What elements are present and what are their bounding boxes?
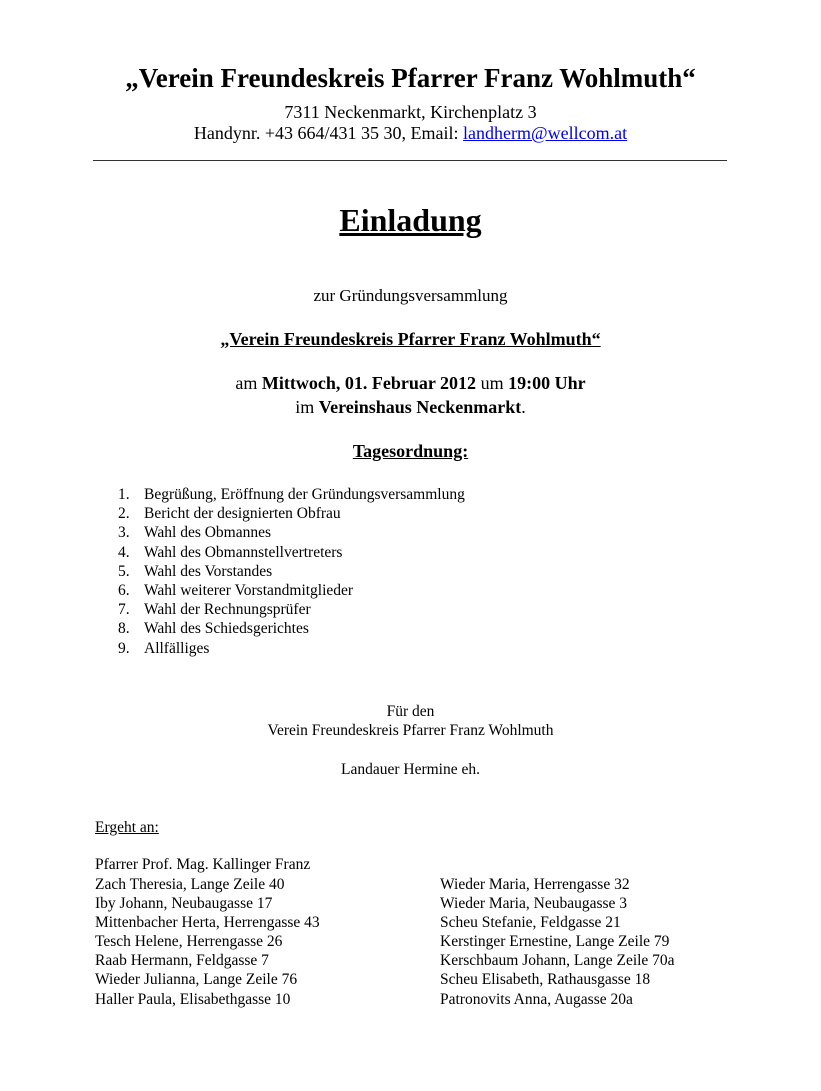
recipient: Kerschbaum Johann, Lange Zeile 70a <box>440 952 675 970</box>
recipient: Haller Paula, Elisabethgasse 10 <box>95 990 291 1008</box>
recipient: Wieder Maria, Herrengasse 32 <box>440 876 630 893</box>
organization-contact <box>0 123 821 144</box>
invitation-subtitle: zur Gründungsversammlung <box>313 286 508 305</box>
time-prefix: um <box>476 373 509 393</box>
recipient: Tesch Helene, Herrengasse 26 <box>95 933 283 951</box>
recipients-heading: Ergeht an: <box>95 819 159 836</box>
agenda-item: 3. Wahl des Obmannes <box>118 524 272 542</box>
recipient: Iby Johann, Neubaugasse 17 <box>95 895 273 913</box>
agenda-list <box>118 485 465 658</box>
agenda-item: 1. Begrüßung, Eröffnung der Gründungsversammlung <box>118 486 465 503</box>
date-prefix: am <box>235 373 262 393</box>
venue-suffix: . <box>521 397 526 417</box>
date-time-line <box>0 373 821 394</box>
signature-for-line: Für den <box>386 703 435 720</box>
recipient: Wieder Julianna, Lange Zeile 76 <box>95 971 298 989</box>
email-link[interactable]: landherm@wellcom.at <box>463 123 628 143</box>
agenda-item: 6. Wahl weiterer Vorstandmitglieder <box>118 581 354 599</box>
venue-line <box>0 397 821 418</box>
invitation-heading: Einladung <box>339 202 482 238</box>
header-divider <box>93 160 727 161</box>
recipients-left-column <box>95 875 320 1009</box>
agenda-item: 5. Wahl des Vorstandes <box>118 562 273 580</box>
meeting-time: 19:00 Uhr <box>508 373 586 393</box>
agenda-item: 4. Wahl des Obmannstellvertreters <box>118 543 343 561</box>
recipient-priest: Pfarrer Prof. Mag. Kallinger Franz <box>95 856 311 873</box>
recipients-right-column <box>440 875 675 1009</box>
recipient: Raab Hermann, Feldgasse 7 <box>95 952 269 970</box>
recipient: Kerstinger Ernestine, Lange Zeile 79 <box>440 933 670 951</box>
agenda-heading: Tagesordnung: <box>352 441 469 461</box>
organization-address: 7311 Neckenmarkt, Kirchenplatz 3 <box>284 102 537 122</box>
recipient: Patronovits Anna, Augasse 20a <box>440 990 633 1008</box>
agenda-item: 9. Allfälliges <box>118 639 210 657</box>
venue-prefix: im <box>295 397 319 417</box>
organization-title: „Verein Freundeskreis Pfarrer Franz Wohlmuth“ <box>125 63 696 93</box>
recipient: Scheu Elisabeth, Rathausgasse 18 <box>440 971 651 989</box>
signature-association: Verein Freundeskreis Pfarrer Franz Wohlmuth <box>267 722 554 739</box>
agenda-item: 8. Wahl des Schiedsgerichtes <box>118 620 309 638</box>
agenda-item: 7. Wahl der Rechnungsprüfer <box>118 601 311 619</box>
association-name: „Verein Freundeskreis Pfarrer Franz Wohlmuth“ <box>220 329 601 349</box>
meeting-date: Mittwoch, 01. Februar 2012 <box>261 373 477 393</box>
recipient: Zach Theresia, Lange Zeile 40 <box>95 876 285 893</box>
recipient: Scheu Stefanie, Feldgasse 21 <box>440 914 621 932</box>
recipient: Mittenbacher Herta, Herrengasse 43 <box>95 914 320 932</box>
agenda-item: 2. Bericht der designierten Obfrau <box>118 505 341 523</box>
recipient: Wieder Maria, Neubaugasse 3 <box>440 895 628 913</box>
phone-text: Handynr. +43 664/431 35 30, Email: <box>193 123 464 143</box>
meeting-venue: Vereinshaus Neckenmarkt <box>318 397 522 417</box>
signature-name: Landauer Hermine eh. <box>340 761 480 778</box>
